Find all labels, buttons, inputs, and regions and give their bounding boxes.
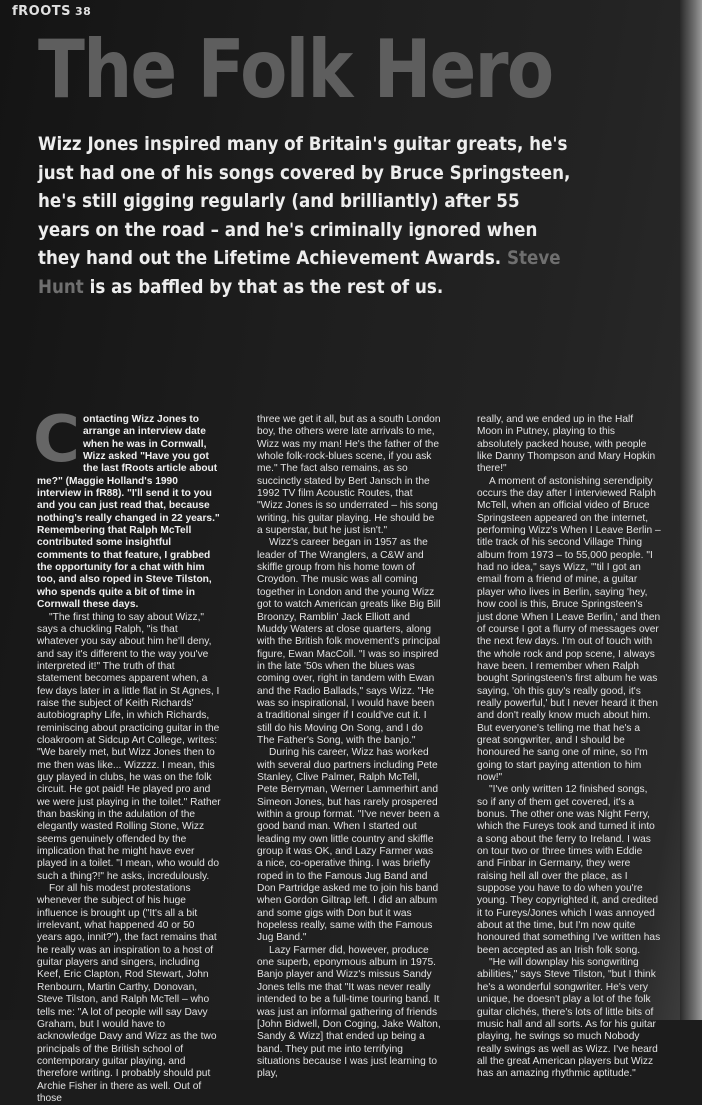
article-paragraph: Wizz's career began in 1957 as the leader of The Wranglers, a C&W and skiffle group from his home town of Croydon. The music was all coming together in London and the young Wizz got to watch American greats like Big Bill Broonzy, Ramblin' Jack Elliott and Muddy Waters at close quarters, along with the British folk movement's principal figure, Ewan MacColl. "I was so inspired in the late '50s when the blues was coming over, right in tandem with Ewan and the Radio Ballads," says Wizz. "He was so inspirational, I would have been a traditional singer if I could've cut it. I still do his Moving On Song, and I do The Father's Song, with the banjo." [257, 537, 441, 746]
author-byline: Steve Hunt [38, 247, 561, 298]
article-paragraph: During his career, Wizz has worked with several duo partners including Pete Stanley, Clive Palmer, Ralph McTell, Pete Berryman, Werner Lammerhirt and Simeon Jones, but has rarely prospered within a group format. "I've never been a good band man. When I started out leading my own little country and skiffle group it was OK, and Lazy Farmer was a nice, co-operative thing. I was briefly roped in to the Famous Jug Band and Don Partridge asked me to join his band when Gordon Giltrap left. I did an album and some gigs with Don but it was hopeless really, same with the Famous Jug Band." [257, 747, 440, 944]
article-paragraph: really, and we ended up in the Half Moon in Putney, playing to this absolutely packed house, with people like Danny Thompson and Mary Hopkin there!" [477, 414, 656, 475]
article-paragraph: "I've only written 12 finished songs, so if any of them get covered, it's a bonus. The other one was Night Ferry, which the Fureys took and turned it into a song about the ferry to Ireland. I was on tour two or three times with Eddie and Finbar in Germany, they were raising hell all over the place, as I suppose you have to do when you're young. They copyrighted it, and credited it to Fureys/Jones which I was annoyed about at the time, but I'm now quite honoured that something I've written has been accepted as an Irish folk song. [477, 784, 661, 956]
drop-cap: C [33, 403, 80, 477]
page-number: 38 [75, 5, 92, 18]
article-paragraph: "The first thing to say about Wizz," says a chuckling Ralph, "is that whatever you say about him he'll deny, and say it's different to the way you've interpreted it!" The truth of that statement becomes apparent when, a few days later in a little flat in St Agnes, I raise the subject of Keith Richards' autobiography Life, in which Richards, reminiscing about practicing guitar in the cloakroom at Sidcup Art College, writes: "We barely met, but Wizz Jones then to me then was like... Wizzzz. I mean, this guy played in clubs, he was on the folk circuit. He got paid! He played pro and we were just playing in the toilet." Rather than basking in the adulation of the elegantly wasted Rolling Stone, Wizz seems genuinely offended by the implication that he might have ever played in a toilet. "I mean, who would do such a thing?!" he asks, incredulously. [37, 611, 221, 882]
article-paragraph: For all his modest protestations whenever the subject of his huge influence is brought up ("It's all a bit irrelevant, what happened 40 or 50 years ago, innit?"), the fact remains that he really was an inspiration to a host of guitar players and singers, including Keef, Eric Clapton, Rod Stewart, John Renbourn, Martin Carthy, Donovan, Steve Tilston, and Ralph McTell – who tells me: "A lot of people will say Davy Graham, but I would have to acknowledge Davy and Wizz as the two principals of the British school of contemporary guitar playing, and therefore writing. I probably should put Archie Fisher in there as well. Out of those [37, 883, 217, 1104]
article-paragraph: three we get it all, but as a south London boy, the others were late arrivals to me, Wizz was my man! He's the father of the whole folk-rock-blues scene, if you ask me." The fact also remains, as so succinctly stated by Bert Jansch in the 1992 TV film Acoustic Routes, that "Wizz Jones is so underrated – his song writing, his guitar playing. He should be a superstar, but he just isn't." [257, 414, 441, 537]
page-title: The Folk Hero [38, 23, 553, 116]
article-paragraph: ontacting Wizz Jones to arrange an interview date when he was in Cornwall, Wizz asked "Have you got the last fRoots article about me?" (Maggie Holland's 1990 interview in fR88). "I'll send it to you and you can just read that, because nothing's really changed in 22 years." Remembering that Ralph McTell contributed some insightful comments to that feature, I grabbed the opportunity for a chat with him too, and also roped in Steve Tilston, who spends quite a bit of time in Cornwall these days. [37, 414, 220, 611]
article-paragraph: "He will downplay his songwriting abilities," says Steve Tilston, "but I think he's a wonderful songwriter. He's very unique, he doesn't play a lot of the folk guitar clichés, there's lots of little bits of music hall and all sorts. As for his guitar playing, he swings so much Nobody really swings as well as Wizz. I've heard all the great American players but Wizz has an amazing rhythmic aptitude." [477, 957, 658, 1080]
magazine-logo: fROOTS [12, 4, 71, 19]
article-paragraph: Lazy Farmer did, however, produce one superb, eponymous album in 1975. Banjo player and Wizz's missus Sandy Jones tells me that "It was never really intended to be a full-time touring band. It was just an informal gathering of friends [John Bidwell, Don Coging, Jake Walton, Sandy & Wizz] that ended up being a band. They put me into terrifying situations because I was just learning to play, [257, 944, 441, 1080]
article-paragraph: A moment of astonishing serendipity occurs the day after I interviewed Ralph McTell, when an official video of Bruce Springsteen appeared on the internet, performing Wizz's When I Leave Berlin – title track of his second Village Thing album from 1973 – to 55,000 people. "I had no idea," says Wizz, "'til I got an email from a friend of mine, a guitar player who lives in Berlin, saying 'hey, how cool is this, Bruce Springsteen's just done When I Leave Berlin,' and then of course I got a flurry of messages over the next few days. I'm out of touch with the whole rock and pop scene, I always have been. I remember when Ralph bought Springsteen's first album he was saying, 'oh this guy's really good, it's really powerful,' but I never heard it then and don't really know much about him. But everyone's telling me that he's a great songwriter, and I should be honoured he sang one of mine, so I'm going to start paying attention to him now!" [477, 475, 661, 783]
standfirst [38, 130, 575, 301]
standfirst-text: Wizz Jones inspired many of Britain's guitar greats, he's just had one of his songs covered by Bruce Springsteen, he's still gigging regularly (and brilliantly) after 55 years on the road – and he's criminally ignored when they hand out the Lifetime Achievement Awards. [38, 133, 571, 269]
masthead [12, 4, 91, 19]
article-column-1 [33, 403, 221, 1105]
article-column-3 [477, 414, 661, 1081]
page-spine-edge [680, 0, 702, 1020]
article-column-2 [257, 414, 441, 1081]
standfirst-tail: is as baffled by that as the rest of us. [89, 275, 444, 298]
